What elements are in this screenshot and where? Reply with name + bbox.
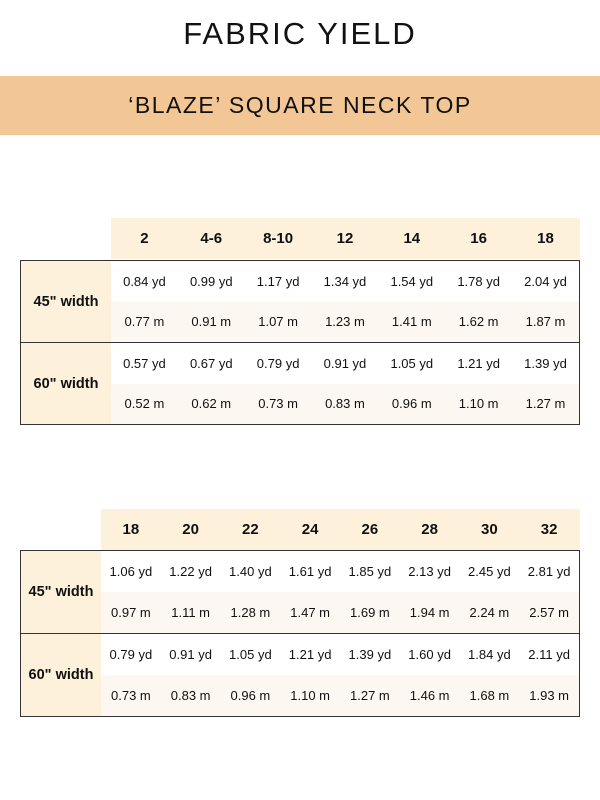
- pattern-name: ‘BLAZE’ SQUARE NECK TOP: [128, 92, 472, 118]
- fabric-width-label: 45" width: [21, 261, 111, 342]
- fabric-width-label: 60" width: [21, 634, 101, 716]
- yardage-cell: 1.21 yd: [288, 647, 332, 662]
- size-header: 18: [537, 230, 554, 247]
- yardage-cell: 1.22 yd: [169, 564, 212, 579]
- yardage-cell: 1.78 yd: [457, 273, 500, 289]
- meterage-cell: 1.87 m: [525, 314, 566, 330]
- yardage-row: [111, 261, 579, 302]
- width-group: [20, 550, 580, 633]
- yardage-cell: 2.13 yd: [408, 564, 451, 579]
- meterage-cell: 0.73 m: [258, 396, 298, 412]
- size-header: 4-6: [200, 230, 223, 247]
- yield-rows: [111, 343, 579, 424]
- width-group: [20, 260, 580, 342]
- meterage-cell: 1.27 m: [350, 688, 390, 703]
- yardage-cell: 1.17 yd: [256, 273, 300, 289]
- yardage-cell: 2.81 yd: [527, 564, 571, 579]
- yardage-cell: 1.40 yd: [229, 564, 272, 579]
- meterage-cell: 1.68 m: [469, 688, 510, 703]
- meterage-cell: 1.10 m: [458, 396, 499, 412]
- meterage-row: [101, 675, 579, 716]
- meterage-cell: 1.28 m: [230, 605, 271, 620]
- size-header: 28: [421, 521, 438, 538]
- size-header: 14: [403, 230, 421, 247]
- meterage-cell: 1.41 m: [391, 314, 432, 330]
- size-header: 26: [361, 521, 379, 538]
- yardage-cell: 0.67 yd: [189, 355, 233, 371]
- size-header: 18: [122, 521, 140, 538]
- meterage-cell: 1.94 m: [409, 605, 450, 620]
- yardage-cell: 0.84 yd: [123, 273, 166, 289]
- size-header-row: [101, 509, 580, 550]
- meterage-cell: 2.57 m: [529, 605, 569, 620]
- size-header: 12: [336, 230, 354, 247]
- meterage-row: [111, 302, 579, 343]
- yardage-cell: 0.91 yd: [169, 647, 212, 662]
- yardage-cell: 0.99 yd: [189, 273, 233, 289]
- yardage-cell: 2.04 yd: [524, 273, 567, 289]
- yardage-cell: 1.61 yd: [288, 564, 332, 579]
- size-header: 22: [242, 521, 259, 538]
- meterage-cell: 1.07 m: [258, 314, 298, 330]
- meterage-row: [111, 384, 579, 425]
- meterage-cell: 0.83 m: [325, 396, 365, 412]
- yardage-cell: 0.79 yd: [109, 647, 153, 662]
- size-header: 2: [140, 230, 149, 247]
- meterage-cell: 0.62 m: [191, 396, 232, 412]
- meterage-cell: 0.77 m: [124, 314, 165, 330]
- yield-rows: [101, 551, 579, 633]
- meterage-cell: 1.27 m: [525, 396, 566, 412]
- yardage-cell: 0.57 yd: [123, 355, 166, 371]
- meterage-cell: 1.46 m: [409, 688, 450, 703]
- fabric-width-label: 45" width: [21, 551, 101, 633]
- yardage-cell: 1.05 yd: [390, 355, 434, 371]
- meterage-cell: 1.11 m: [171, 605, 211, 620]
- yardage-cell: 1.39 yd: [348, 647, 392, 662]
- yardage-cell: 1.60 yd: [408, 647, 451, 662]
- fabric-width-label: 60" width: [21, 343, 111, 424]
- size-header: 20: [182, 521, 199, 538]
- meterage-cell: 0.52 m: [124, 396, 165, 412]
- meterage-cell: 1.10 m: [290, 688, 330, 703]
- meterage-cell: 0.91 m: [191, 314, 232, 330]
- yardage-cell: 1.05 yd: [229, 647, 272, 662]
- yardage-cell: 0.79 yd: [256, 355, 300, 371]
- meterage-cell: 0.83 m: [170, 688, 211, 703]
- meterage-cell: 0.97 m: [111, 605, 151, 620]
- size-header: 30: [481, 521, 498, 538]
- width-group: [20, 342, 580, 425]
- width-group: [20, 633, 580, 717]
- meterage-cell: 1.62 m: [458, 314, 499, 330]
- meterage-cell: 1.47 m: [290, 605, 330, 620]
- size-header-row: [111, 218, 580, 259]
- yardage-cell: 1.39 yd: [524, 355, 567, 371]
- yardage-row: [111, 343, 579, 384]
- meterage-row: [101, 592, 579, 633]
- meterage-cell: 0.96 m: [230, 688, 271, 703]
- yardage-cell: 1.54 yd: [390, 273, 434, 289]
- yield-rows: [101, 634, 579, 716]
- size-header: 8-10: [263, 230, 294, 247]
- meterage-cell: 0.73 m: [111, 688, 151, 703]
- yardage-cell: 1.85 yd: [348, 564, 392, 579]
- yardage-row: [101, 551, 579, 592]
- meterage-cell: 1.93 m: [529, 688, 569, 703]
- yardage-cell: 2.11 yd: [528, 647, 570, 662]
- yardage-row: [101, 634, 579, 675]
- yield-rows: [111, 261, 579, 342]
- page-title: FABRIC YIELD: [183, 16, 417, 51]
- yardage-cell: 1.84 yd: [468, 647, 511, 662]
- yardage-cell: 0.91 yd: [323, 355, 367, 371]
- meterage-cell: 0.96 m: [391, 396, 432, 412]
- yardage-cell: 2.45 yd: [468, 564, 511, 579]
- meterage-cell: 1.69 m: [350, 605, 390, 620]
- meterage-cell: 2.24 m: [469, 605, 510, 620]
- size-header: 16: [470, 230, 487, 247]
- yardage-cell: 1.34 yd: [323, 273, 367, 289]
- yardage-cell: 1.21 yd: [457, 355, 500, 371]
- pattern-banner: [0, 76, 600, 135]
- size-header: 32: [540, 521, 558, 538]
- yardage-cell: 1.06 yd: [109, 564, 153, 579]
- meterage-cell: 1.23 m: [325, 314, 365, 330]
- size-header: 24: [301, 521, 319, 538]
